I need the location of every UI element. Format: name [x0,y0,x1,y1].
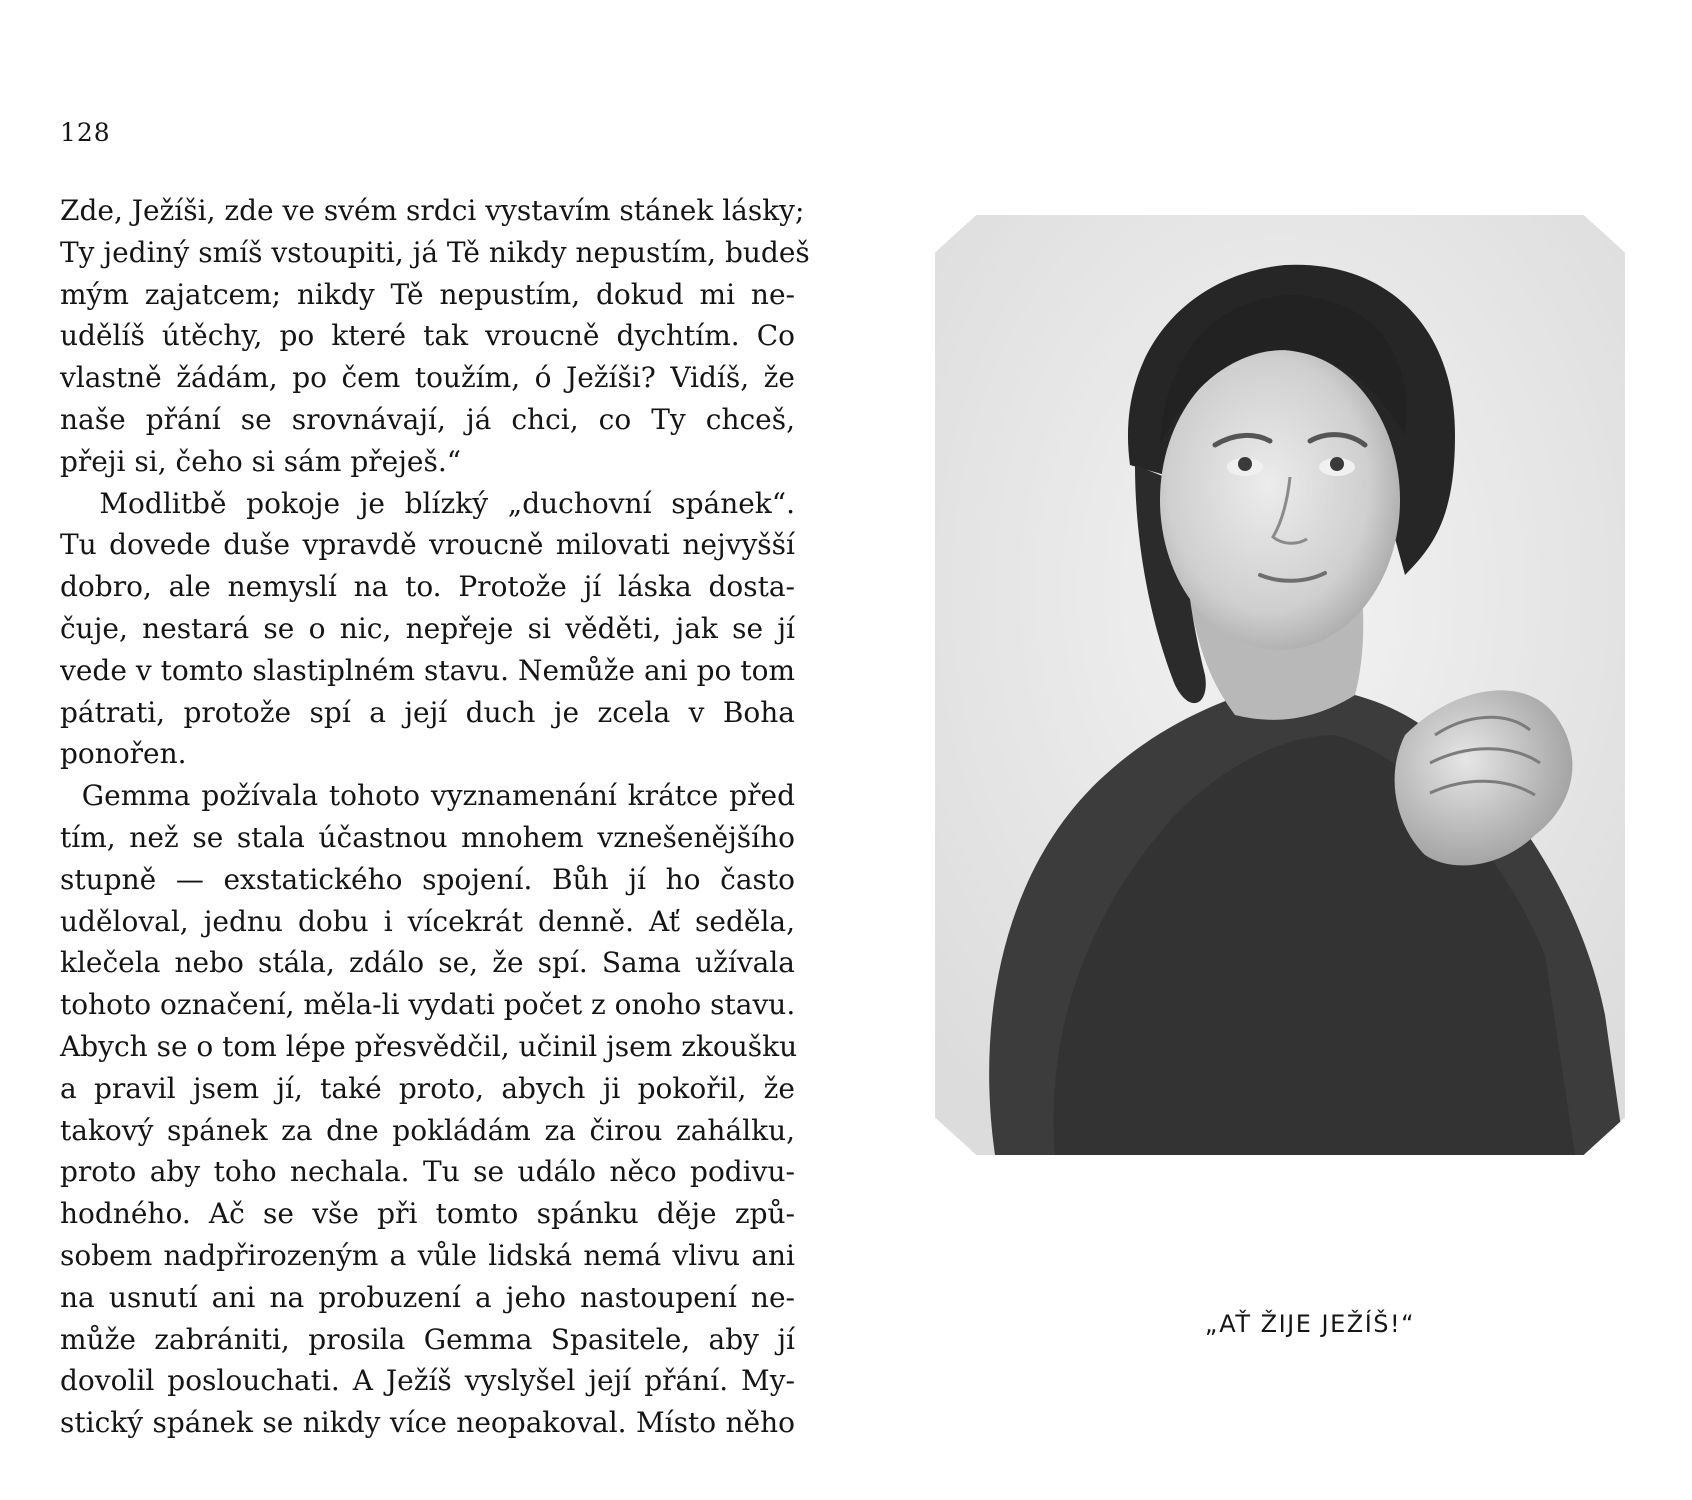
text-line: na usnutí ani na probuzení a jeho nastoupení ne- [60,1280,795,1314]
photo-caption: „AŤ ŽIJE JEŽÍŠ!“ [1204,1310,1416,1338]
text-line: proto aby toho nechala. Tu se událo něco podivu- [60,1155,795,1189]
text-line: dobro, ale nemyslí na to. Protože jí láska dosta- [60,570,795,604]
text-line: sobem nadpřirozeným a vůle lidská nemá vlivu ani [60,1238,795,1272]
text-line: pátrati, protože spí a její duch je zcela v Boha [60,695,795,729]
page-number: 128 [60,118,111,147]
text-line: uděloval, jednu dobu i vícekrát denně. Ať seděla, [60,904,795,938]
text-line: naše přání se srovnávají, já chci, co Ty chceš, [60,402,795,436]
text-line: vede v tomto slastiplném stavu. Nemůže ani po tom [60,653,795,687]
body-text [60,190,810,1444]
text-line: Modlitbě pokoje je blízký „duchovní spánek“. [60,486,795,520]
text-line: ponořen. [60,737,187,771]
text-line: může zabrániti, prosila Gemma Spasitele, aby jí [60,1322,795,1356]
text-line: hodného. Ač se vše při tomto spánku děje způ- [60,1197,795,1231]
text-line: a pravil jsem jí, také proto, abych ji pokořil, že [60,1071,795,1105]
text-line: Zde, Ježíši, zde ve svém srdci vystavím stánek lásky; [60,194,805,227]
text-line: čuje, nestará se o nic, nepřeje si věděti, jak se jí [60,611,795,645]
portrait-illustration [935,215,1625,1155]
text-line: Gemma požívala tohoto vyznamenání krátce před [60,779,795,813]
portrait-photo [935,215,1625,1155]
text-line: takový spánek za dne pokládám za čirou zahálku, [60,1113,795,1147]
text-line: Tu dovede duše vpravdě vroucně milovati nejvyšší [60,528,795,562]
text-line: dovolil poslouchati. A Ježíš vyslyšel její přání. My- [60,1364,795,1398]
text-line: udělíš útěchy, po které tak vroucně dychtím. Co [60,319,795,353]
text-line: mým zajatcem; nikdy Tě nepustím, dokud mi ne- [60,277,795,311]
text-line: klečela nebo stála, zdálo se, že spí. Sama užívala [60,946,795,980]
text-line: Abych se o tom lépe přesvědčil, učinil jsem zkoušku [60,1029,798,1063]
text-line: stický spánek se nikdy více neopakoval. Místo něho [60,1406,795,1440]
text-line: přeji si, čeho si sám přeješ.“ [60,444,462,478]
text-line: tohoto označení, měla-li vydati počet z onoho stavu. [60,988,796,1022]
text-line: tím, než se stala účastnou mnohem vznešenějšího [60,820,795,854]
text-line: vlastně žádám, po čem toužím, ó Ježíši? Vidíš, že [60,361,795,395]
text-line: stupně — exstatického spojení. Bůh jí ho často [60,862,795,896]
text-line: Ty jediný smíš vstoupiti, já Tě nikdy nepustím, budeš [60,235,810,269]
